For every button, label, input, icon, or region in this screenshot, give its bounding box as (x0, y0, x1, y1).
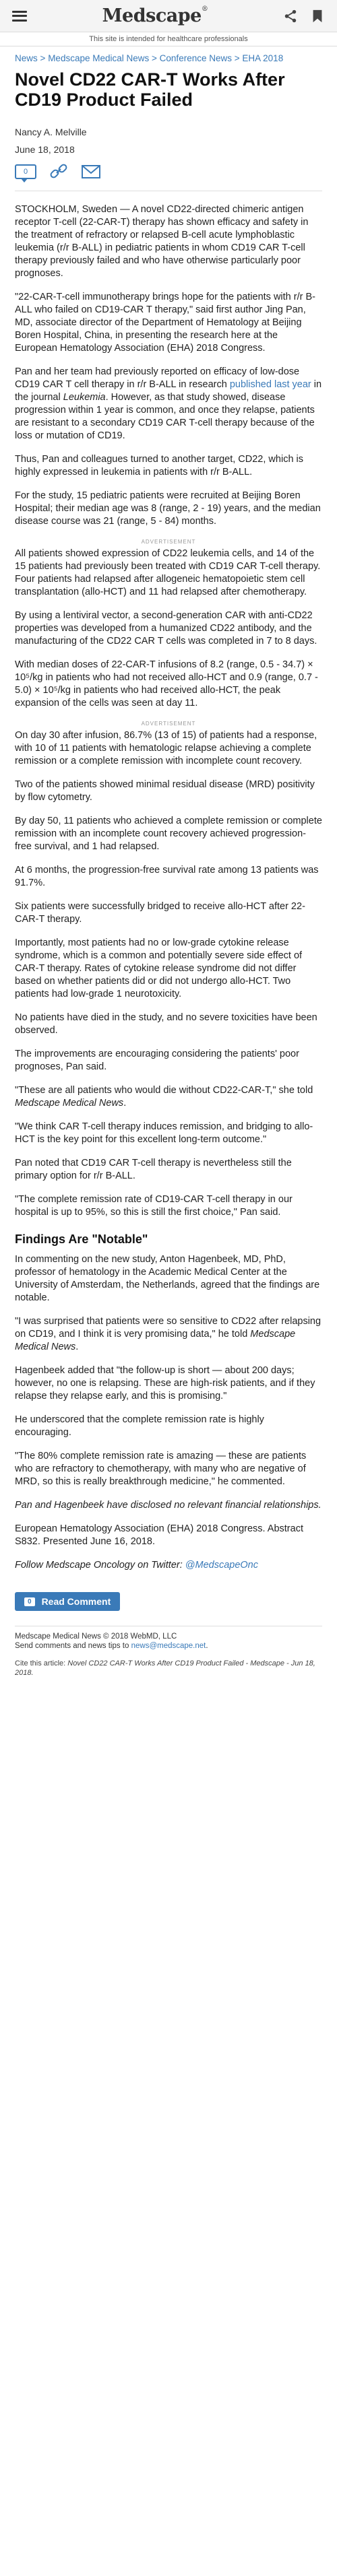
twitter-handle-link[interactable]: @MedscapeOnc (185, 1560, 258, 1571)
paragraph-10: Two of the patients showed minimal residual disease (MRD) positivity by flow cytometry. (15, 779, 315, 803)
advertisement-label: ADVERTISEMENT (141, 539, 196, 545)
send-tips: Send comments and news tips to news@medscape.net. (15, 1642, 208, 1650)
article-tools (15, 164, 322, 180)
breadcrumb-medscape-medical-news[interactable]: Medscape Medical News (48, 53, 150, 63)
paragraph-1: STOCKHOLM, Sweden — A novel CD22-directed chimeric antigen receptor T-cell (22-CAR-T) therapy has shown efficacy and safety in the treatment of refractory or relapsed B-cell acute lymphoblastic leukemia (r/r B-ALL) in pediatric patients in whom CD19 CAR T-cell therapy previously failed and who have otherwise particularly poor prognoses. (15, 204, 309, 279)
breadcrumb-conference-news[interactable]: Conference News (159, 53, 232, 63)
advertisement-label: ADVERTISEMENT (141, 721, 196, 727)
link-icon[interactable] (49, 164, 69, 180)
article (0, 53, 337, 1678)
paragraph-19: Pan noted that CD19 CAR T-cell therapy is nevertheless still the primary option for r/r B-ALL. (15, 1158, 292, 1181)
hamburger-icon[interactable] (12, 11, 27, 22)
published-last-year-link[interactable]: published last year (229, 379, 311, 390)
author[interactable]: Nancy A. Melville (15, 127, 87, 137)
hcp-notice: This site is intended for healthcare professionals (0, 32, 337, 46)
follow-twitter: Follow Medscape Oncology on Twitter: @MedscapeOnc (15, 1560, 258, 1571)
comment-count-button[interactable] (15, 164, 36, 179)
paragraph-5: For the study, 15 pediatric patients were recruited at Beijing Boren Hospital; their median age was 8 (range, 2 - 19) years, and the median disease course was 21 (range, 5 - 84) months. (15, 490, 321, 527)
paragraph-13: Six patients were successfully bridged to receive allo-HCT after 22-CAR-T therapy. (15, 901, 305, 925)
email-icon[interactable] (81, 164, 101, 180)
logo-text: Medscape (102, 5, 202, 26)
top-header (0, 0, 337, 32)
breadcrumb-news[interactable]: News (15, 53, 38, 63)
paragraph-22: "I was surprised that patients were so sensitive to CD22 after relapsing on CD19, and I think it is very promising data," he told Medscape Medical News. (15, 1316, 321, 1352)
comment-count: 0 (23, 168, 28, 176)
read-comment-count: 0 (24, 1597, 35, 1606)
paragraph-17: "These are all patients who would die without CD22-CAR-T," she told Medscape Medical News. (15, 1085, 313, 1109)
paragraph-21: In commenting on the new study, Anton Hagenbeek, MD, PhD, professor of hematology in the Academic Medical Center at the University of Amsterdam, the Netherlands, agreed that the findings are notable. (15, 1254, 320, 1303)
paragraph-18: "We think CAR T-cell therapy induces remission, and bridging to allo-HCT is the key point for this excellent long-term outcome." (15, 1121, 313, 1145)
read-comment-label: Read Comment (41, 1596, 111, 1607)
disclosure: Pan and Hagenbeek have disclosed no relevant financial relationships. (15, 1500, 321, 1511)
footer (15, 1626, 322, 1678)
paragraph-9: On day 30 after infusion, 86.7% (13 of 15) of patients had a response, with 10 of 11 patients with hematologic relapse achieving a complete remission or a complete remission with incomplete count recovery. (15, 730, 317, 766)
article-meta (15, 126, 322, 156)
paragraph-11: By day 50, 11 patients who achieved a complete remission or complete remission with an incomplete count recovery achieved progression-free survival, and 1 had relapsed. (15, 816, 322, 852)
paragraph-16: The improvements are encouraging considering the patients' poor prognoses, Pan said. (15, 1049, 299, 1072)
paragraph-6: All patients showed expression of CD22 leukemia cells, and 14 of the 15 patients had previously been treated with CD19 CAR T-cell therapy. Four patients had relapsed after allogeneic hematopoietic stem cell transplantation (allo-HCT) and 11 had relapsed after chemotherapy. (15, 548, 321, 597)
congress-citation: European Hematology Association (EHA) 2018 Congress. Abstract S832. Presented June 16, 2018. (15, 1523, 303, 1547)
copyright: Medscape Medical News © 2018 WebMD, LLC (15, 1632, 177, 1641)
news-email-link[interactable]: news@medscape.net (131, 1642, 206, 1650)
paragraph-4: Thus, Pan and colleagues turned to another target, CD22, which is highly expressed in leukemia in patients with r/r B-ALL. (15, 454, 304, 477)
paragraph-24: He underscored that the complete remission rate is highly encouraging. (15, 1414, 264, 1438)
paragraph-20: "The complete remission rate of CD19-CAR T-cell therapy in our hospital is up to 95%, so this is still the first choice," Pan said. (15, 1194, 293, 1218)
breadcrumb: News > Medscape Medical News > Conference News > EHA 2018 (15, 53, 284, 63)
share-icon[interactable] (283, 9, 298, 24)
cite-article: Cite this article: Novel CD22 CAR-T Works After CD19 Product Failed - Medscape - Jun 18, 2018. (15, 1659, 315, 1677)
bookmark-icon[interactable] (310, 9, 325, 24)
paragraph-8: With median doses of 22-CAR-T infusions of 8.2 (range, 0.5 - 34.7) × 10⁵/kg in patients who had not received allo-HCT and 0.9 (range, 0.7 - 5.0) × 10⁵/kg in patients who had received allo-HCT, the peak expansion of the cells was seen at day 11. (15, 659, 318, 708)
article-title: Novel CD22 CAR-T Works After CD19 Product Failed (15, 69, 285, 110)
paragraph-7: By using a lentiviral vector, a second-generation CAR with anti-CD22 properties was developed from a humanized CD22 antibody, and the manufacturing of the CD22 CAR T cells was completed in 7 to 8 days. (15, 610, 317, 647)
publish-date: June 18, 2018 (15, 144, 75, 155)
logo-reg-mark: ® (201, 5, 208, 13)
paragraph-2: "22-CAR-T-cell immunotherapy brings hope for the patients with r/r B-ALL who failed on CD19-CAR T therapy," said first author Jing Pan, MD, associate director of the Department of Hematology at Beijing Boren Hospital, China, in presenting the research here at the European Hematology Association (EHA) 2018 Congress. (15, 292, 315, 354)
paragraph-3: Pan and her team had previously reported on efficacy of low-dose CD19 CAR T cell therapy in r/r B-ALL in research published last year in the journal Leukemia. However, as that study showed, disease progression within 1 year is common, and once they relapse, patients are resistant to a secondary CD19 CAR T-cell therapy because of the loss or mutation of CD19. (15, 366, 322, 441)
paragraph-23: Hagenbeek added that "the follow-up is short — about 200 days; however, no one is relapsing. These are high-risk patients, and if they relapse they relapse early, and this is promising." (15, 1365, 315, 1401)
paragraph-15: No patients have died in the study, and no severe toxicities have been observed. (15, 1012, 317, 1036)
paragraph-12: At 6 months, the progression-free survival rate among 13 patients was 91.7%. (15, 865, 319, 888)
paragraph-25: "The 80% complete remission rate is amazing — these are patients who are refractory to chemotherapy, with many who are negative of MRD, so this is really breakthrough medicine," he commented. (15, 1451, 307, 1487)
breadcrumb-eha-2018[interactable]: EHA 2018 (242, 53, 284, 63)
paragraph-14: Importantly, most patients had no or low-grade cytokine release syndrome, which is a common and potentially severe side effect of CAR-T therapy. Rates of cytokine release syndrome did not differ based on whether patients did or did not undergo allo-HCT. Two patients had low-grade 1 neurotoxicity. (15, 937, 303, 999)
read-comment-button[interactable] (15, 1592, 120, 1611)
medscape-logo[interactable] (102, 5, 208, 26)
section-heading: Findings Are "Notable" (15, 1232, 148, 1246)
